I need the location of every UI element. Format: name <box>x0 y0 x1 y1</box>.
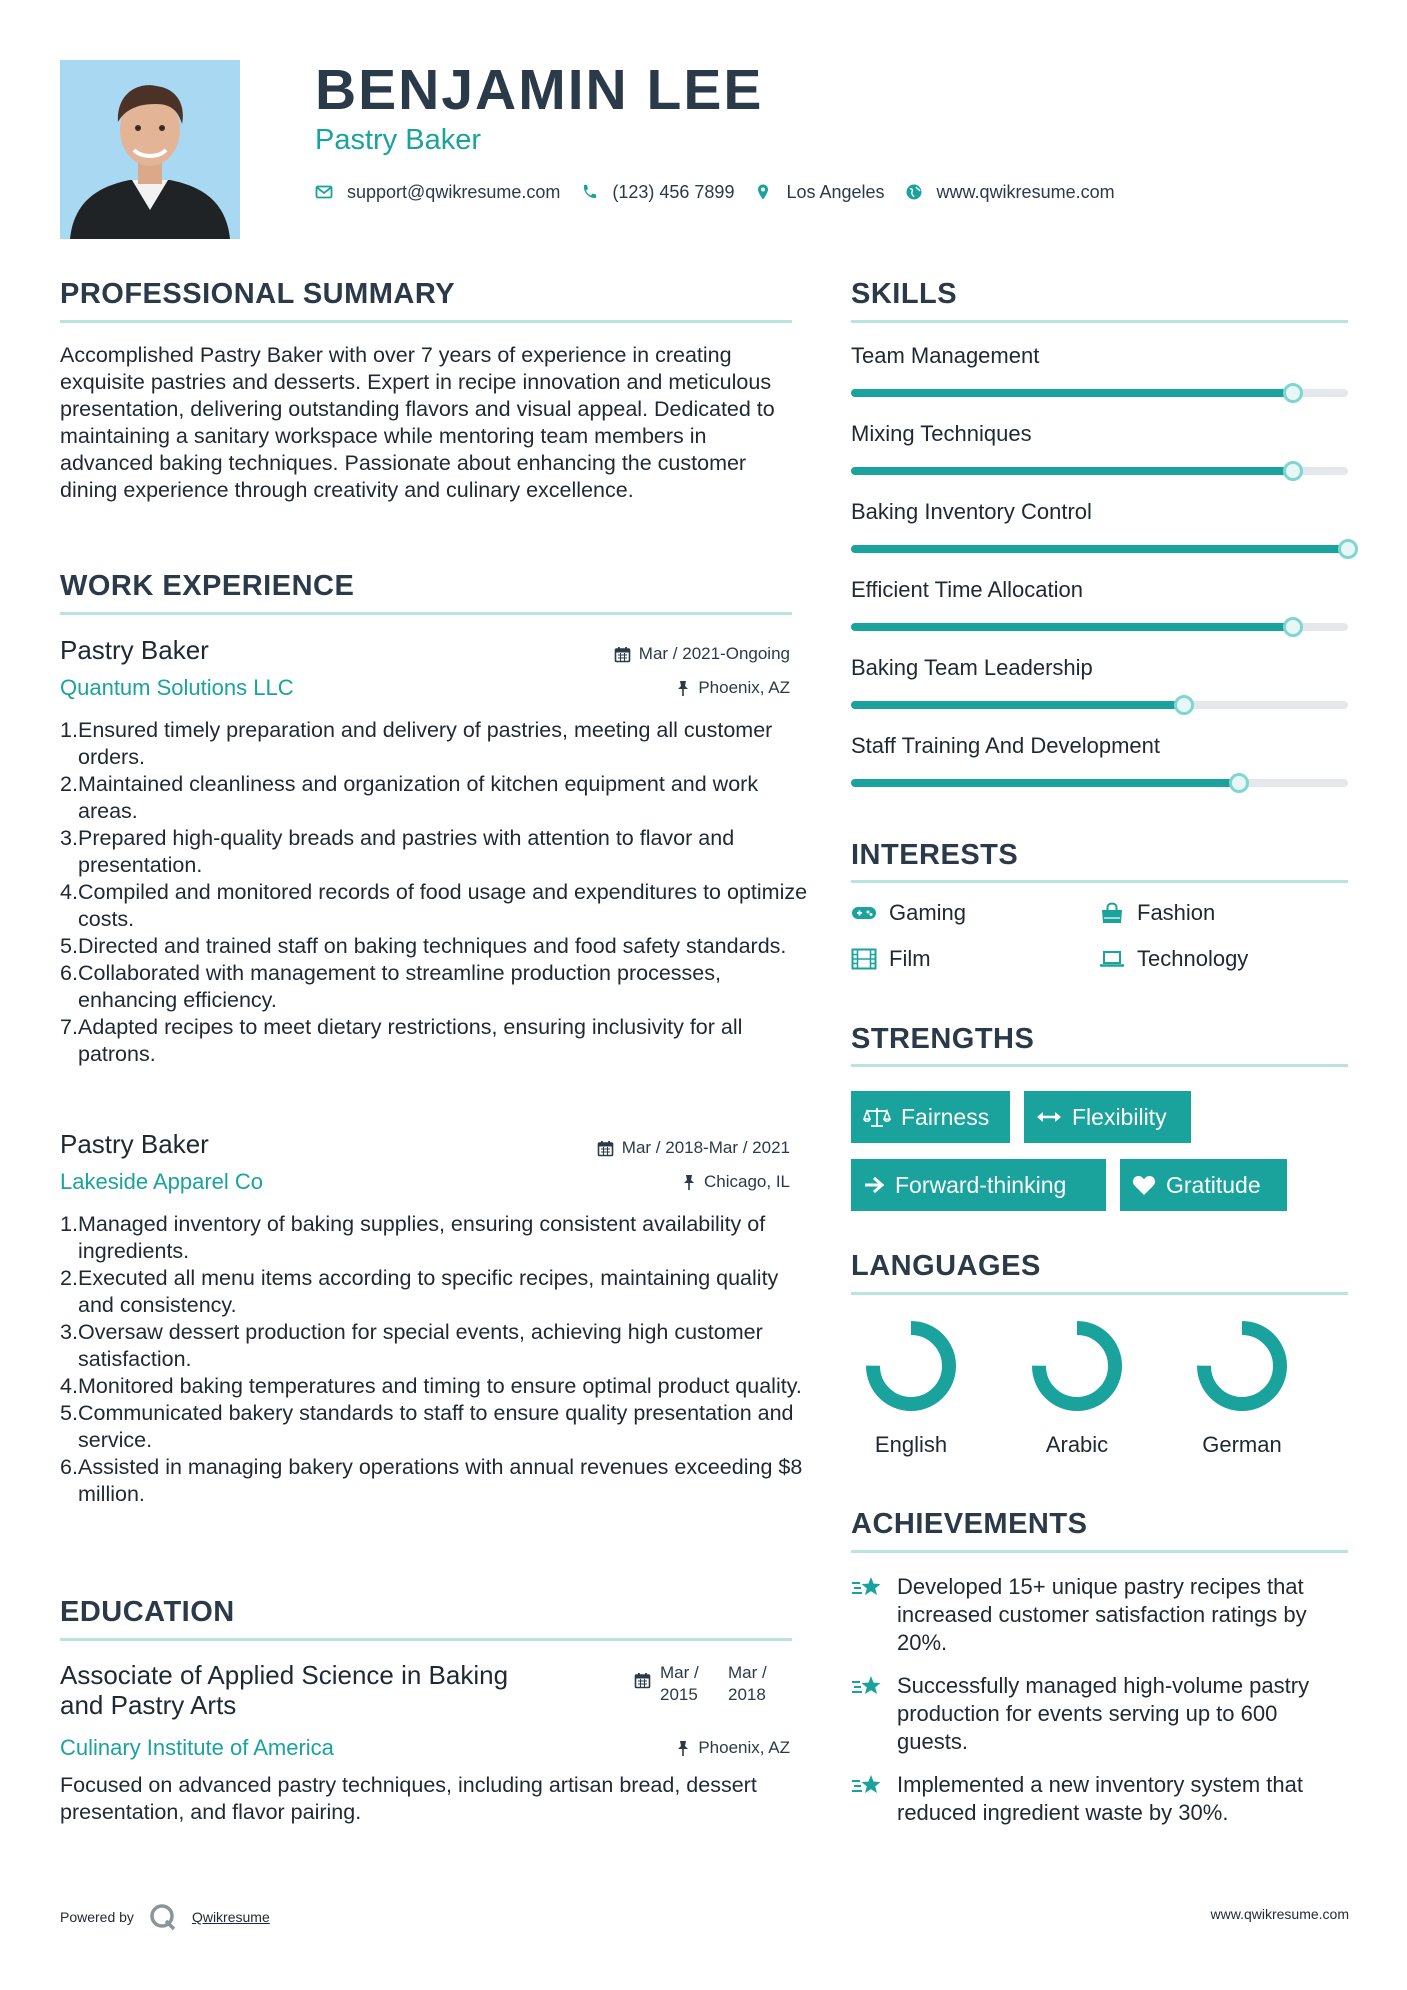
interest-film <box>851 946 931 972</box>
shopping-bag-icon <box>1099 902 1125 924</box>
skill-4-fill <box>851 623 1293 631</box>
language-english <box>851 1318 971 1458</box>
education-degree-line-1: Associate of Applied Science in Baking <box>60 1660 509 1690</box>
job-1-dates <box>614 643 790 665</box>
skill-6-knob <box>1229 773 1249 793</box>
skill-3-label: Baking Inventory Control <box>851 499 1092 524</box>
education-start-line-1: Mar / <box>660 1663 699 1682</box>
contact-website[interactable] <box>905 182 1115 203</box>
skill-1-knob <box>1283 383 1303 403</box>
skill-6-label: Staff Training And Development <box>851 733 1161 758</box>
pushpin-icon <box>676 1740 690 1757</box>
interest-fashion-label: Fashion <box>1137 900 1216 925</box>
calendar-icon <box>597 1140 614 1157</box>
duty-item: Directed and trained staff on baking techniques and food safety standards. <box>78 934 787 958</box>
person-photo-icon <box>60 60 240 239</box>
skill-2-fill <box>851 467 1293 475</box>
footer-url[interactable]: www.qwikresume.com <box>1210 1906 1349 1922</box>
skill-1-fill <box>851 389 1293 397</box>
shooting-star-icon <box>851 1674 883 1700</box>
achievement-text-3: Implemented a new inventory system that reduced ingredient waste by 30%. <box>897 1772 1303 1825</box>
job-1-duties <box>60 717 818 1068</box>
achievement-item-1 <box>851 1573 1351 1657</box>
contact-phone[interactable] <box>580 182 734 203</box>
education-heading: EDUCATION <box>60 1596 235 1628</box>
interest-fashion <box>1099 900 1215 926</box>
strength-fairness <box>851 1091 1010 1143</box>
duty-item: Compiled and monitored records of food usage and expenditures to optimize costs. <box>78 880 808 931</box>
shooting-star-icon <box>851 1773 883 1799</box>
arrows-horizontal-icon <box>1036 1109 1062 1125</box>
laptop-icon <box>1099 949 1125 969</box>
skill-1-bar <box>851 389 1348 397</box>
contact-email[interactable] <box>315 182 560 203</box>
achievements-heading: ACHIEVEMENTS <box>851 1508 1088 1540</box>
education-description: Focused on advanced pastry techniques, including artisan bread, dessert presentation, and flavor pairing. <box>60 1773 757 1824</box>
strength-forward-thinking <box>851 1159 1106 1211</box>
calendar-icon <box>634 1672 651 1689</box>
languages-heading: LANGUAGES <box>851 1250 1041 1282</box>
duty-item: Executed all menu items according to specific recipes, maintaining quality and consistency. <box>78 1266 779 1317</box>
duty-item: Prepared high-quality breads and pastries with attention to flavor and presentation. <box>78 826 735 877</box>
language-arabic-ring <box>1029 1318 1125 1414</box>
candidate-name: BENJAMIN LEE <box>315 58 764 122</box>
strengths-heading: STRENGTHS <box>851 1023 1035 1055</box>
skill-5-knob <box>1174 695 1194 715</box>
summary-text: Accomplished Pastry Baker with over 7 years of experience in creating exquisite pastries and desserts. Expert in recipe innovation and meticulous presentation, delivering outstanding flavors and visual appeal. Dedicated to maintaining a sanitary workspace while mentoring team members in advanced baking techniques. Passionate about enhancing the customer dining experience through creativity and culinary excellence. <box>60 343 775 502</box>
gamepad-icon <box>851 903 877 923</box>
contact-bar <box>315 178 1115 206</box>
language-german-ring <box>1194 1318 1290 1414</box>
skills-heading: SKILLS <box>851 278 958 310</box>
achievements-divider <box>851 1550 1348 1553</box>
achievement-text-2: Successfully managed high-volume pastry production for events serving up to 600 guests. <box>897 1673 1310 1754</box>
experience-divider <box>60 612 792 615</box>
skill-5-label: Baking Team Leadership <box>851 655 1093 680</box>
job-1-location-text: Phoenix, AZ <box>698 678 790 697</box>
job-2-dates <box>597 1137 790 1159</box>
strength-forward-thinking-label: Forward-thinking <box>895 1171 1067 1198</box>
skill-4-bar <box>851 623 1348 631</box>
strengths-divider <box>851 1064 1348 1067</box>
interests-heading: INTERESTS <box>851 839 1019 871</box>
skill-6-fill <box>851 779 1239 787</box>
job-2-company: Lakeside Apparel Co <box>60 1169 264 1194</box>
language-german <box>1182 1318 1302 1458</box>
envelope-icon <box>315 183 333 201</box>
summary-heading: PROFESSIONAL SUMMARY <box>60 278 456 310</box>
skill-3-bar <box>851 545 1348 553</box>
job-2-dates-text: Mar / 2018-Mar / 2021 <box>621 1138 790 1157</box>
duty-item: Managed inventory of baking supplies, ensuring consistent availability of ingredients. <box>78 1212 766 1263</box>
language-arabic-label: Arabic <box>1045 1432 1109 1457</box>
duty-item: Maintained cleanliness and organization of kitchen equipment and work areas. <box>78 772 759 823</box>
job-1-dates-text: Mar / 2021-Ongoing <box>638 644 790 663</box>
job-1-company: Quantum Solutions LLC <box>60 675 294 700</box>
skill-5-bar <box>851 701 1348 709</box>
languages-divider <box>851 1292 1348 1295</box>
experience-heading: WORK EXPERIENCE <box>60 570 355 602</box>
interests-divider <box>851 880 1348 883</box>
calendar-icon <box>614 646 631 663</box>
job-1-role: Pastry Baker <box>60 635 209 665</box>
interest-technology-label: Technology <box>1137 946 1249 971</box>
duty-item: Monitored baking temperatures and timing to ensure optimal product quality. <box>78 1374 802 1398</box>
skill-3-knob <box>1338 539 1358 559</box>
shooting-star-icon <box>851 1575 883 1601</box>
education-location <box>676 1737 790 1759</box>
strength-gratitude <box>1120 1159 1287 1211</box>
duty-item: Communicated bakery standards to staff to ensure quality presentation and service. <box>78 1401 794 1452</box>
balance-scale-icon <box>863 1106 891 1128</box>
pushpin-icon <box>682 1174 696 1191</box>
education-end-line-2: 2018 <box>728 1685 766 1704</box>
education-location-text: Phoenix, AZ <box>698 1738 790 1757</box>
duty-item: Adapted recipes to meet dietary restrictions, ensuring inclusivity for all patrons. <box>78 1015 743 1066</box>
globe-icon <box>905 183 923 201</box>
contact-email-text: support@qwikresume.com <box>347 181 561 202</box>
skill-2-label: Mixing Techniques <box>851 421 1032 446</box>
language-english-label: English <box>874 1432 948 1457</box>
duty-item: Collaborated with management to streamline production processes, enhancing efficiency. <box>78 961 721 1012</box>
arrow-right-icon <box>863 1175 885 1195</box>
education-divider <box>60 1638 792 1641</box>
duty-item: Assisted in managing bakery operations with annual revenues exceeding $8 million. <box>78 1455 803 1506</box>
pushpin-icon <box>676 680 690 697</box>
job-2-location <box>682 1171 790 1193</box>
summary-divider <box>60 320 792 323</box>
candidate-title: Pastry Baker <box>315 124 481 156</box>
skills-divider <box>851 320 1348 323</box>
contact-location <box>754 182 884 203</box>
contact-website-text: www.qwikresume.com <box>936 181 1115 202</box>
film-icon <box>851 948 877 970</box>
contact-location-text: Los Angeles <box>786 181 885 202</box>
duty-item: Oversaw dessert production for special events, achieving high customer satisfaction. <box>78 1320 763 1371</box>
job-2-role: Pastry Baker <box>60 1129 209 1159</box>
achievement-item-3 <box>851 1771 1351 1827</box>
powered-by-text: Powered by <box>60 1909 134 1925</box>
job-2-duties <box>60 1211 818 1508</box>
map-pin-icon <box>754 183 772 201</box>
interest-gaming <box>851 900 966 926</box>
achievement-item-2 <box>851 1672 1351 1756</box>
job-2-location-text: Chicago, IL <box>704 1172 790 1191</box>
education-dates-icon-wrap <box>634 1672 659 1689</box>
qwikresume-logo-icon <box>148 1902 178 1932</box>
interest-gaming-label: Gaming <box>889 900 967 925</box>
footer-powered-by <box>60 1902 270 1932</box>
strength-flexibility-label: Flexibility <box>1072 1103 1167 1130</box>
education-degree-line-2: and Pastry Arts <box>60 1690 237 1720</box>
interest-film-label: Film <box>889 946 931 971</box>
education-school: Culinary Institute of America <box>60 1735 334 1760</box>
qwikresume-link[interactable]: Qwikresume <box>191 1909 270 1925</box>
strength-gratitude-label: Gratitude <box>1166 1171 1261 1198</box>
skill-4-label: Efficient Time Allocation <box>851 577 1083 602</box>
skill-3-fill <box>851 545 1348 553</box>
heart-icon <box>1132 1174 1156 1196</box>
language-german-label: German <box>1202 1432 1282 1457</box>
strength-flexibility <box>1024 1091 1191 1143</box>
achievement-text-1: Developed 15+ unique pastry recipes that increased customer satisfaction ratings by 20%. <box>897 1574 1307 1655</box>
skill-6-bar <box>851 779 1348 787</box>
language-arabic <box>1017 1318 1137 1458</box>
interest-technology <box>1099 946 1248 972</box>
skill-1-label: Team Management <box>851 343 1040 368</box>
profile-photo <box>60 60 240 239</box>
skill-2-knob <box>1283 461 1303 481</box>
duty-item: Ensured timely preparation and delivery of pastries, meeting all customer orders. <box>78 718 773 769</box>
education-start-line-2: 2015 <box>660 1685 698 1704</box>
strength-fairness-label: Fairness <box>901 1103 990 1130</box>
job-1-location <box>676 677 790 699</box>
skill-5-fill <box>851 701 1184 709</box>
language-english-ring <box>863 1318 959 1414</box>
contact-phone-text: (123) 456 7899 <box>612 181 735 202</box>
education-end-line-1: Mar / <box>728 1663 767 1682</box>
skill-4-knob <box>1283 617 1303 637</box>
phone-icon <box>580 183 598 201</box>
skill-2-bar <box>851 467 1348 475</box>
